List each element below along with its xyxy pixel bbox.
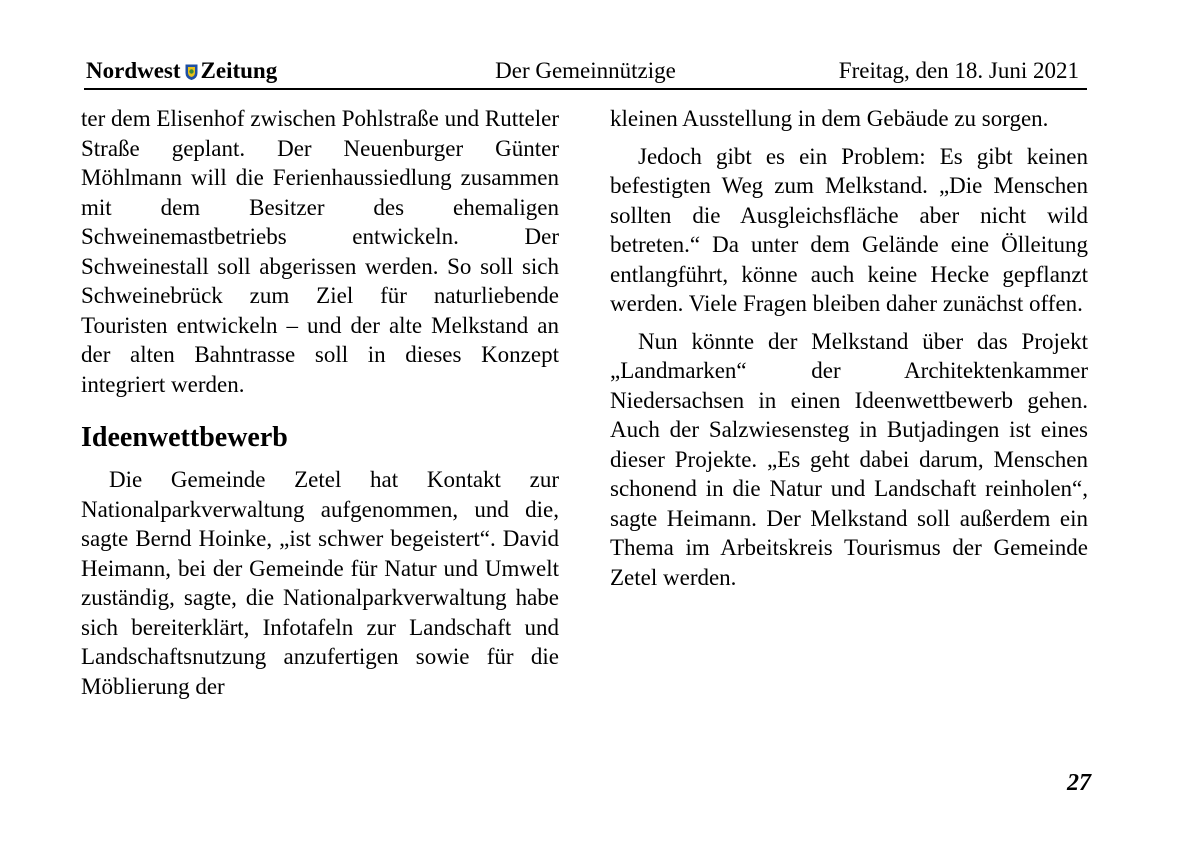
right-paragraph-2: Jedoch gibt es ein Problem: Es gibt keinen befestigten Weg zum Melkstand. „Die Menschen sollten die Ausgleichsfläche aber nicht wild betreten.“ Da unter dem Gelände eine Ölleitung entlangführt, könne auch keine Hecke gepflanzt werden. Viele Fragen bleiben daher zunächst offen.: [610, 143, 1088, 316]
left-paragraph-1: ter dem Elisenhof zwischen Pohlstraße und Rutteler Straße geplant. Der Neuenburger Günter Möhlmann will die Ferienhaussiedlung zusammen mit dem Besitzer des ehemaligen Schweinemastbetriebs entwickeln. Der Schweinestall soll abgerissen werden. So soll sich Schweinebrück zum Ziel für naturliebende Touristen entwickeln – und der alte Melkstand an der alten Bahntrasse soll in dieses Konzept integriert werden.: [81, 106, 559, 397]
left-column: [81, 104, 559, 701]
left-paragraph-2: Die Gemeinde Zetel hat Kontakt zur Nationalparkverwaltung aufgenommen, und die, sagte Bernd Hoinke, „ist schwer begeistert“. David Heimann, bei der Gemeinde für Natur und Umwelt zuständig, sagte, die Nationalparkverwaltung habe sich bereiterklärt, Infotafeln zur Landschaft und Landschaftsnutzung anzufertigen sowie für die Möblierung der: [81, 467, 559, 699]
issue-date: Freitag, den 18. Juni 2021: [838, 58, 1079, 83]
page-number: 27: [1067, 770, 1091, 796]
publication-title: Der Gemeinnützige: [495, 58, 676, 83]
right-column: [610, 104, 1088, 592]
brand-name-right: Zeitung: [200, 58, 278, 83]
right-paragraph-1: kleinen Ausstellung in dem Gebäude zu sorgen.: [610, 106, 1049, 131]
page-header: [84, 56, 1087, 90]
section-heading: Ideenwettbewerb: [81, 422, 288, 453]
right-paragraph-3: Nun könnte der Melkstand über das Projekt „Landmarken“ der Architektenkammer Niedersachsen in einen Ideenwettbewerb gehen. Auch der Salzwiesensteg in Butjadingen ist eines dieser Projekte. „Es geht dabei darum, Menschen schonend in die Natur und Landschaft reinholen“, sagte Heimann. Der Melkstand soll außerdem ein Thema im Arbeitskreis Tourismus der Gemeinde Zetel werden.: [610, 328, 1088, 590]
brand-name-left: Nordwest: [86, 58, 181, 83]
